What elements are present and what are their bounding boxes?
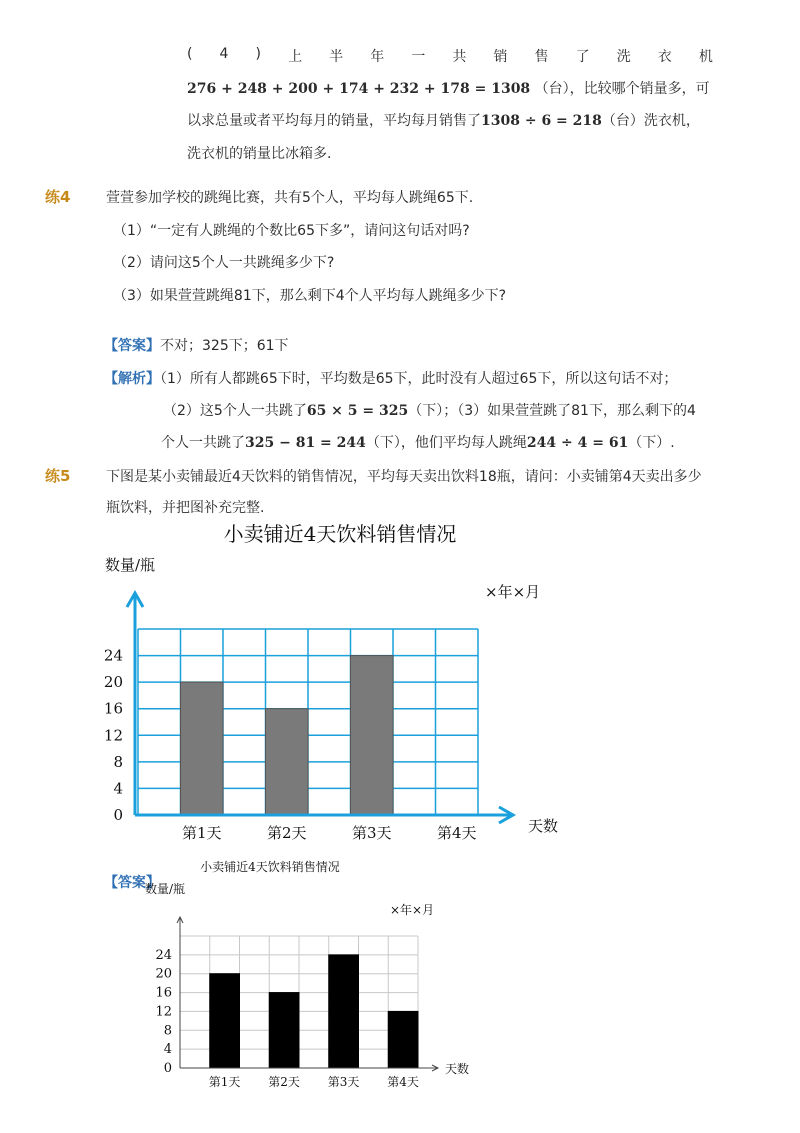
y-tick-label: 4	[163, 1042, 172, 1058]
x-category-label: 第4天	[436, 824, 477, 842]
part4-line3-text: 以求总量或者平均每月的销量，平均每月销售了	[187, 113, 481, 129]
part4-line1-char: 4	[219, 46, 229, 62]
part4-line1-char: 售	[534, 49, 549, 65]
answer-tag: 【答案】	[104, 338, 160, 354]
exercise-5-stem-line-1: 下图是某小卖铺最近4天饮料的销售情况，平均每天卖出饮料18瓶，请问：小卖铺第4天卖出多少	[106, 469, 702, 485]
part4-line1-char: 一	[411, 49, 426, 65]
date-note: ×年×月	[390, 903, 435, 917]
analysis-line-1: （1）所有人都跳65下时，平均数是65下，此时没有人超过65下，所以这句话不对；	[160, 371, 678, 387]
y-tick-label: 8	[163, 1023, 172, 1039]
part4-line2-text: （台），比较哪个销量多，可	[534, 81, 710, 97]
x-category-label: 第2天	[266, 824, 307, 842]
question-bar-chart	[95, 515, 575, 850]
part4-sum-formula: 276 + 248 + 200 + 174 + 232 + 178 = 1308	[187, 81, 531, 97]
bar	[351, 656, 394, 815]
analysis-formula-1: 65 × 5 = 325	[306, 403, 409, 419]
bar	[269, 993, 299, 1068]
x-category-label: 第4天	[387, 1075, 419, 1089]
chart-title: 小卖铺近4天饮料销售情况	[223, 522, 457, 546]
analysis-tag: 【解析】	[104, 371, 160, 387]
analysis-line-3b: （下），他们平均每人跳绳	[365, 435, 527, 451]
x-category-label: 第3天	[351, 824, 392, 842]
bar	[329, 955, 359, 1068]
y-tick-label: 0	[163, 1061, 172, 1076]
y-tick-label: 24	[155, 947, 172, 963]
y-tick-label: 8	[113, 752, 123, 771]
y-tick-label: 4	[113, 779, 123, 798]
analysis-line-3a: 个人一共跳了	[161, 435, 245, 451]
part4-line3-tail: （台）洗衣机，	[601, 113, 700, 129]
bar	[266, 709, 309, 815]
part4-line1-char: 衣	[657, 49, 672, 65]
y-tick-label: 16	[103, 699, 123, 718]
date-note: ×年×月	[485, 583, 541, 601]
part4-line1-char: 销	[493, 49, 508, 65]
part4-line1-char: 机	[698, 49, 713, 65]
y-tick-label: 24	[103, 646, 123, 665]
y-tick-label: 0	[113, 806, 123, 824]
y-tick-label: 20	[155, 966, 172, 982]
part4-line4: 洗衣机的销量比冰箱多.	[187, 146, 332, 162]
y-tick-label: 12	[103, 726, 123, 745]
part4-line1-char: (	[187, 46, 193, 62]
x-category-label: 第1天	[208, 1075, 241, 1089]
exercise-4-question-3: （3）如果萱萱跳绳81下，那么剩下4个人平均每人跳绳多少下?	[113, 288, 507, 304]
part4-line1	[187, 46, 713, 66]
part4-line1-char: 半	[329, 49, 344, 65]
part4-line1-char: 了	[575, 49, 590, 65]
y-tick-label: 16	[155, 985, 172, 1001]
analysis-line-2b: （下）；（3）如果萱萱跳了81下，那么剩下的4	[408, 403, 696, 419]
part4-avg-formula: 1308 ÷ 6 = 218	[481, 113, 602, 129]
bar	[388, 1011, 418, 1068]
y-axis-label: 数量/瓶	[105, 556, 156, 574]
exercise-4-analysis-line-2	[163, 400, 696, 420]
part4-line1-char: 共	[452, 49, 467, 65]
exercise-5-stem-line-2: 瓶饮料，并把图补充完整.	[106, 500, 265, 516]
exercise-4-label: 练4	[45, 188, 71, 206]
exercise-5-answer-tag: 【答案】	[104, 875, 160, 891]
exercise-4-stem: 萱萱参加学校的跳绳比赛，共有5个人，平均每人跳绳65下.	[106, 190, 474, 206]
exercise-4-analysis-line-1	[104, 368, 677, 388]
part4-line1-char: )	[255, 46, 262, 62]
part4-line1-char: 上	[288, 49, 303, 65]
part4-line1-char: 年	[370, 49, 385, 65]
exercise-5-label: 练5	[45, 467, 71, 485]
x-category-label: 第2天	[268, 1075, 300, 1089]
part4-line1-char: 洗	[616, 49, 631, 65]
analysis-line-3c: （下）.	[628, 435, 675, 451]
analysis-line-2a: （2）这5个人一共跳了	[163, 403, 307, 419]
answer-bar-chart	[140, 855, 485, 1095]
exercise-4-question-2: （2）请问这5个人一共跳绳多少下?	[113, 255, 335, 271]
part4-line3	[187, 110, 700, 130]
chart-title: 小卖铺近4天饮料销售情况	[200, 860, 340, 874]
x-category-label: 第1天	[181, 824, 222, 842]
y-tick-label: 20	[103, 673, 123, 692]
exercise-4-analysis-line-3	[161, 432, 675, 452]
analysis-formula-2: 325 − 81 = 244	[245, 435, 366, 451]
exercise-4-answer	[104, 335, 289, 355]
x-axis-label: 天数	[445, 1062, 470, 1076]
answer-text: 不对；325下；61下	[160, 338, 289, 354]
x-axis-label: 天数	[528, 817, 559, 835]
exercise-4-question-1: （1）“一定有人跳绳的个数比65下多”，请问这句话对吗?	[113, 223, 470, 239]
part4-line2	[187, 78, 710, 98]
analysis-formula-3: 244 ÷ 4 = 61	[526, 435, 629, 451]
x-category-label: 第3天	[327, 1075, 360, 1089]
bar	[181, 682, 224, 815]
y-axis-label: 数量/瓶	[145, 882, 186, 896]
bar	[210, 974, 240, 1068]
y-tick-label: 12	[155, 1004, 172, 1020]
